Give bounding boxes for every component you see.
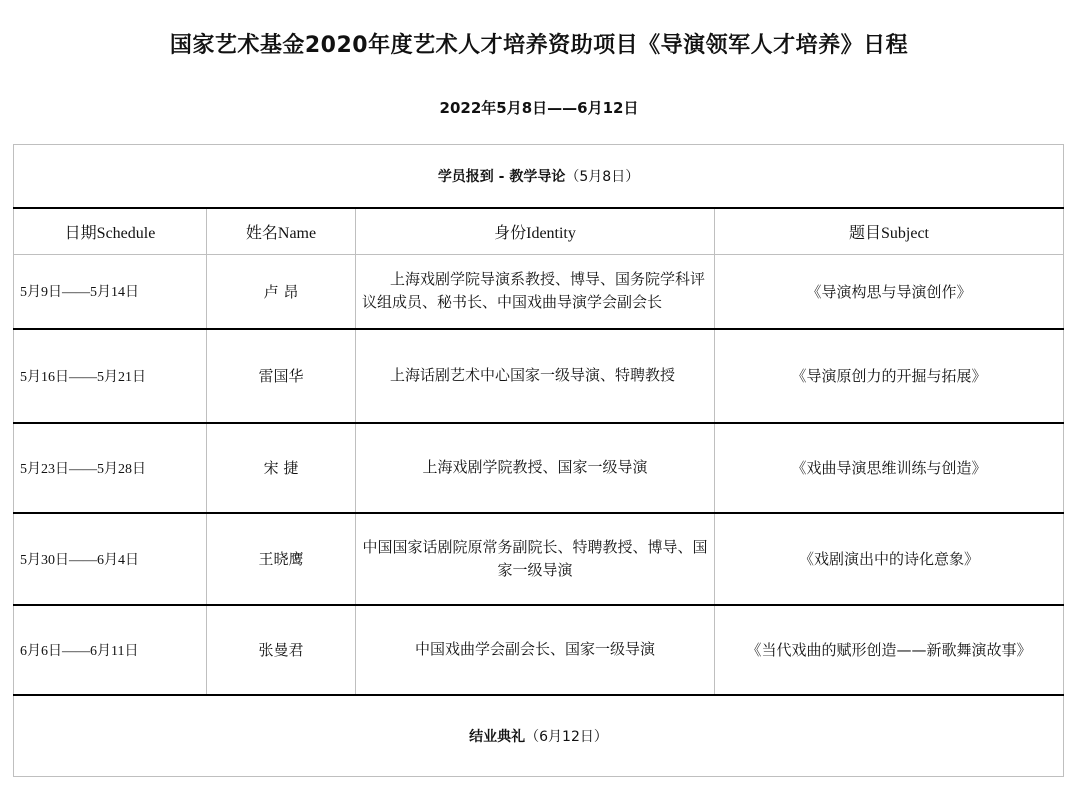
table-row [14, 255, 1064, 329]
opening-label: 学员报到 - 教学导论 [437, 168, 566, 185]
table-row [14, 329, 1064, 423]
identity-cell: 中国戏曲学会副会长、国家一级导演 [356, 605, 715, 695]
page-title: 国家艺术基金2020年度艺术人才培养资助项目《导演领军人才培养》日程 [169, 33, 909, 58]
schedule-cell: 5月9日——5月14日 [14, 255, 207, 329]
opening-banner [14, 145, 1064, 208]
closing-row [14, 695, 1064, 777]
schedule-cell: 6月6日——6月11日 [14, 605, 207, 695]
name-cell: 王晓鹰 [207, 513, 356, 605]
name-cell: 雷国华 [207, 329, 356, 423]
header-row [14, 208, 1064, 255]
identity-cell: 上海戏剧学院导演系教授、博导、国务院学科评议组成员、秘书长、中国戏曲导演学会副会长 [356, 255, 715, 329]
header-schedule: 日期Schedule [14, 208, 207, 255]
schedule-cell: 5月30日——6月4日 [14, 513, 207, 605]
subject-cell: 《戏剧演出中的诗化意象》 [715, 513, 1064, 605]
name-cell: 张曼君 [207, 605, 356, 695]
subject-cell: 《当代戏曲的赋形创造——新歌舞演故事》 [715, 605, 1064, 695]
name-cell: 卢 昂 [207, 255, 356, 329]
schedule-cell: 5月16日——5月21日 [14, 329, 207, 423]
closing-label: 结业典礼 [469, 728, 526, 745]
table-row [14, 605, 1064, 695]
subject-cell: 《导演构思与导演创作》 [715, 255, 1064, 329]
opening-row [14, 145, 1064, 208]
schedule-cell: 5月23日——5月28日 [14, 423, 207, 513]
schedule-table [13, 144, 1064, 777]
identity-cell: 中国国家话剧院原常务副院长、特聘教授、博导、国家一级导演 [356, 513, 715, 605]
closing-banner [14, 695, 1064, 777]
identity-cell: 上海戏剧学院教授、国家一级导演 [356, 423, 715, 513]
name-cell: 宋 捷 [207, 423, 356, 513]
header-identity: 身份Identity [356, 208, 715, 255]
closing-date: （6月12日） [525, 728, 608, 745]
opening-date: （5月8日） [565, 168, 640, 185]
subject-cell: 《戏曲导演思维训练与创造》 [715, 423, 1064, 513]
table-row [14, 513, 1064, 605]
header-subject: 题目Subject [715, 208, 1064, 255]
date-range: 2022年5月8日——6月12日 [439, 99, 639, 117]
table-row [14, 423, 1064, 513]
subject-cell: 《导演原创力的开掘与拓展》 [715, 329, 1064, 423]
identity-cell: 上海话剧艺术中心国家一级导演、特聘教授 [356, 329, 715, 423]
header-name: 姓名Name [207, 208, 356, 255]
